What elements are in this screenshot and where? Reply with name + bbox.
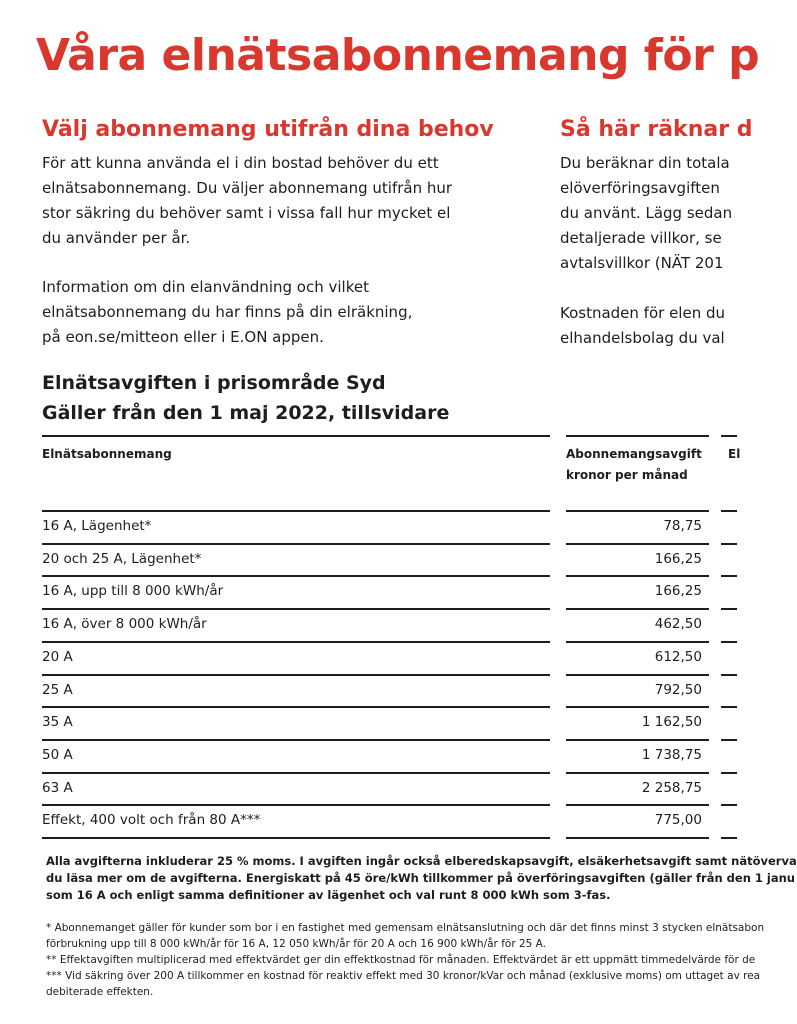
row-rule <box>566 575 709 577</box>
row-rule <box>566 641 709 643</box>
footnotes <box>46 920 764 1000</box>
table-bottom-rule <box>566 837 709 839</box>
row-fee-value: 775,00 <box>654 812 702 828</box>
vat-note <box>46 853 797 904</box>
row-label: 63 A <box>42 780 73 796</box>
text-line: Du beräknar din totala <box>560 154 730 172</box>
text-line: detaljerade villkor, se <box>560 229 722 247</box>
column-header-line: Abonnemangsavgift <box>566 447 702 461</box>
text-line: du använder per år. <box>42 229 191 247</box>
table-subtitle: Gäller från den 1 maj 2022, tillsvidare <box>42 402 450 424</box>
row-rule <box>566 739 709 741</box>
row-rule <box>721 739 737 741</box>
left-paragraph-2 <box>42 275 412 350</box>
row-fee-value: 612,50 <box>654 649 702 665</box>
column-header-subscription: Elnätsabonnemang <box>42 447 172 461</box>
table-bottom-rule <box>42 837 550 839</box>
text-line: elöverföringsavgiften <box>560 179 720 197</box>
row-rule <box>42 674 550 676</box>
row-rule <box>721 575 737 577</box>
row-fee-value: 166,25 <box>654 583 702 599</box>
row-fee-value: 792,50 <box>654 682 702 698</box>
footnote-line: * Abonnemanget gäller för kunder som bor i en fastighet med gemensam elnätsanslutning och där det finns minst 3 stycken elnätsabon <box>46 922 765 934</box>
row-rule <box>566 674 709 676</box>
left-section-heading: Välj abonnemang utifrån dina behov <box>42 117 494 142</box>
note-line: Alla avgifterna inkluderar 25 % moms. I avgiften ingår också elberedskapsavgift, elsäkerhetsavgift samt nätöverva <box>46 854 797 868</box>
text-line: elnätsabonnemang. Du väljer abonnemang utifrån hur <box>42 179 453 197</box>
row-rule <box>566 804 709 806</box>
row-fee-value: 2 258,75 <box>641 780 702 796</box>
row-rule <box>42 706 550 708</box>
note-line: du läsa mer om de avgifterna. Energiskatt på 45 öre/kWh tillkommer på överföringsavgiften (gäller från den 1 janu <box>46 871 795 885</box>
text-line: avtalsvillkor (NÄT 201 <box>560 254 724 272</box>
row-rule <box>721 543 737 545</box>
row-rule <box>566 772 709 774</box>
page-title: Våra elnätsabonnemang för p <box>36 30 760 81</box>
text-line: du använt. Lägg sedan <box>560 204 733 222</box>
row-label: 16 A, Lägenhet* <box>42 518 152 534</box>
right-paragraph-1 <box>560 151 732 276</box>
row-rule <box>721 641 737 643</box>
row-fee-value: 1 738,75 <box>641 747 702 763</box>
row-rule <box>721 772 737 774</box>
row-rule <box>42 739 550 741</box>
text-line: elnätsabonnemang du har finns på din elräkning, <box>42 303 413 321</box>
footnote-line: ** Effektavgiften multiplicerad med effektvärdet ger din effektkostnad för månaden. Effektvärdet är ett uppmätt timmedelvärde för de <box>46 954 756 966</box>
row-label: Effekt, 400 volt och från 80 A*** <box>42 812 261 828</box>
text-line: Information om din elanvändning och vilket <box>42 278 369 296</box>
row-rule <box>42 772 550 774</box>
table-header-rule <box>566 435 709 437</box>
note-line: som 16 A och enligt samma definitioner av lägenhet och val runt 8 000 kWh som 3-fas. <box>46 888 611 902</box>
text-line: på eon.se/mitteon eller i E.ON appen. <box>42 328 324 346</box>
row-rule <box>42 608 550 610</box>
row-label: 16 A, upp till 8 000 kWh/år <box>42 583 224 599</box>
text-line: stor säkring du behöver samt i vissa fall hur mycket el <box>42 204 451 222</box>
row-rule <box>721 608 737 610</box>
row-fee-value: 166,25 <box>654 551 702 567</box>
row-rule <box>42 543 550 545</box>
text-line: Kostnaden för elen du <box>560 304 726 322</box>
footnote-line: debiterade effekten. <box>46 986 154 998</box>
row-label: 20 och 25 A, Lägenhet* <box>42 551 202 567</box>
row-rule <box>721 706 737 708</box>
right-paragraph-2 <box>560 301 725 351</box>
column-header-3: El <box>728 447 741 461</box>
row-rule <box>566 608 709 610</box>
row-rule <box>42 575 550 577</box>
table-header-rule <box>42 435 550 437</box>
row-label: 20 A <box>42 649 73 665</box>
row-rule <box>42 641 550 643</box>
table-title: Elnätsavgiften i prisområde Syd <box>42 372 386 394</box>
table-header-rule <box>721 435 737 437</box>
text-line: För att kunna använda el i din bostad behöver du ett <box>42 154 439 172</box>
row-fee-value: 462,50 <box>654 616 702 632</box>
row-fee-value: 1 162,50 <box>641 714 702 730</box>
row-rule <box>566 543 709 545</box>
row-rule <box>566 510 709 512</box>
row-label: 25 A <box>42 682 73 698</box>
footnote-line: *** Vid säkring över 200 A tillkommer en kostnad för reaktiv effekt med 30 kronor/kVar och månad (exklusive moms) om uttaget av rea <box>46 970 761 982</box>
footnote-line: förbrukning upp till 8 000 kWh/år för 16 A, 12 050 kWh/år för 20 A och 16 900 kWh/år för 25 A. <box>46 938 547 950</box>
column-header-fee <box>566 444 702 486</box>
column-header-line: kronor per månad <box>566 468 688 482</box>
row-rule <box>721 674 737 676</box>
row-fee-value: 78,75 <box>663 518 702 534</box>
table-bottom-rule <box>721 837 737 839</box>
row-rule <box>721 804 737 806</box>
right-section-heading: Så här räknar d <box>560 117 753 142</box>
row-rule <box>566 706 709 708</box>
row-label: 50 A <box>42 747 73 763</box>
row-rule <box>42 804 550 806</box>
text-line: elhandelsbolag du val <box>560 329 725 347</box>
row-label: 35 A <box>42 714 73 730</box>
row-rule <box>721 510 737 512</box>
left-paragraph-1 <box>42 151 452 251</box>
row-label: 16 A, över 8 000 kWh/år <box>42 616 207 632</box>
row-rule <box>42 510 550 512</box>
